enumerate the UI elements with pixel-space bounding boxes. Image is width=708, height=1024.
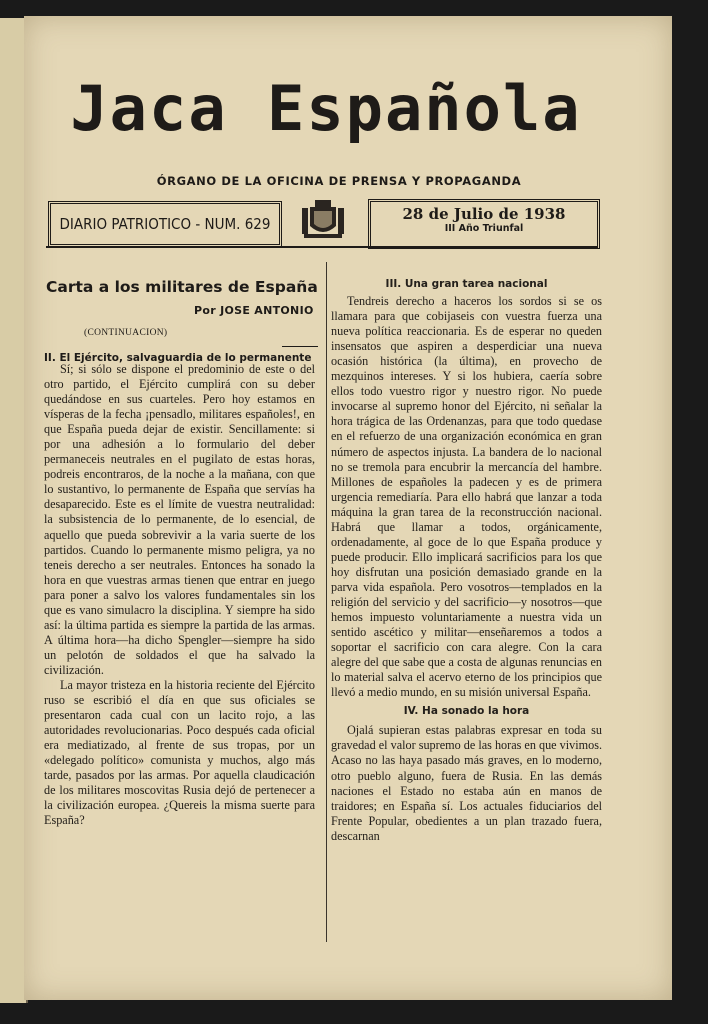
section-3-paragraph: Tendreis derecho a haceros los sordos si se os llamara para que cobijaseis con vuestra fuerza una nueva política reaccionaria. Es de esperar no queden insensatos que aspiren a desperdiciar una nueva ocasión histórica (la última), en provecho de mezquinos intereses. Y si los hubiera, caería sobre ellos todo vuestro rigor y nuestro rigor. No puede invocarse al supremo honor del Ejército, ni señalar la hora trágica de las Ordenanzas, para que todo quedase en el refuerzo de una organización económica en gran número de aspectos injusta. La bandera de lo nacional no se tremola para encubrir la mercancía del hambre. Millones de españoles la padecen y es de primera urgencia remediaría. Para ello habrá que lanzar a toda máquina la gran tarea de la reconstrucción nacional. Habrá que llamar a todos, orgánicamente, ordenadamente, al goce de lo que España produce y puede producir. Ello implicará sacrificios para los que hoy disfrutan una posición demasiado grande en la parva vida española. Pero vosotros—templados en la religión del servicio y del sacrificio—y nosotros—que hemos impuesto voluntariamente a nuestra vida un sentido ascético y militar—enseñaremos a todos a soportar el sacrificio con cara alegre. Con la cara alegre del que sabe que a costa de algunas renuncias en lo material salva el acervo eterno de los principios que llevó a medio mundo, en su misión universal España. [331, 294, 602, 700]
section-divider [282, 346, 318, 347]
triumphal-year: III Año Triunfal [444, 223, 524, 234]
column-divider [326, 262, 327, 942]
section-2-paragraph: La mayor tristeza en la historia reciente del Ejército ruso se escribió el día en que sus oficiales se presentaron cada cual con un lacito rojo, a las autoridades revolucionarias. Poco después cada oficial era mediatizado, al frente de sus tropas, por un «delegado político» comunista y muchos, algo más tarde, pasados por las armas. Por aquella claudicación de los militares moscovitas Rusia dejó de pertenecer a la civilización europea. ¿Quereis la misma suerte para España? [44, 677, 315, 828]
right-column [331, 277, 602, 844]
header-divider [46, 246, 598, 248]
section-2-paragraph: Sí; si sólo se dispone el predominio de este o del otro partido, el Ejército cumplirá con su deber quedándose en sus cuarteles. Pero hoy estamos en vísperas de la fecha ¡pensadlo, militares españoles!, en que España pueda dejar de existir. Sencillamente: si por una adhesión a lo formulario del deber permaneceis neutrales en el pugilato de estas horas, podreis encontraros, de la noche a la mañana, con que lo sustantivo, lo permanente de España que servías ha desaparecido. Este es el límite de vuestra neutralidad: la subsistencia de lo permanente, de lo esencial, de aquello que pueda sobrevivir a la varia suerte de los partidos. Cuando lo permanente mismo peligra, ya no teneis derecho a ser neutrales. Entonces ha sonado la hora en que vuestras armas tienen que entrar en juego para poner a salvo los valores fundamentales sin los que es vano simulacro la disciplina. Y siempre ha sido así: la última partida es siempre la partida de las armas. A última hora—ha dicho Spengler—siempre ha sido un pelotón de soldados el que ha salvado la civilización. [44, 362, 315, 677]
continuation-note: (CONTINUACION) [84, 328, 168, 338]
section-4-paragraph: Ojalá supieran estas palabras expresar en toda su gravedad el valor supremo de las horas en que vivimos. Acaso no las haya pasado más graves, en lo moderno, otro pueblo alguno, fuera de Rusia. En las demás naciones el Estado no estaba aún en manos de traidores; en España sí. Los actuales fiduciarios del Frente Popular, obedientes a un plan trazado fuera, descarnan [331, 723, 602, 843]
issue-label: DIARIO PATRIOTICO - NUM. 629 [59, 215, 271, 233]
coat-of-arms-icon [300, 198, 346, 242]
newspaper-page [24, 16, 672, 1000]
left-column [44, 362, 315, 828]
section-4-title: IV. Ha sonado la hora [403, 705, 530, 718]
section-2-title: II. El Ejército, salvaguardia de lo permanente [44, 352, 312, 364]
masthead-subtitle: ÓRGANO DE LA OFICINA DE PRENSA Y PROPAGANDA [156, 174, 522, 188]
issue-box [48, 201, 282, 247]
section-3-title: III. Una gran tarea nacional [385, 278, 548, 290]
date-box [368, 199, 600, 249]
issue-date: 28 de Julio de 1938 [402, 205, 566, 223]
article-headline: Carta a los militares de España [46, 278, 318, 296]
article-byline: Por JOSE ANTONIO [194, 304, 314, 317]
masthead-title: Jaca Española [70, 72, 582, 145]
